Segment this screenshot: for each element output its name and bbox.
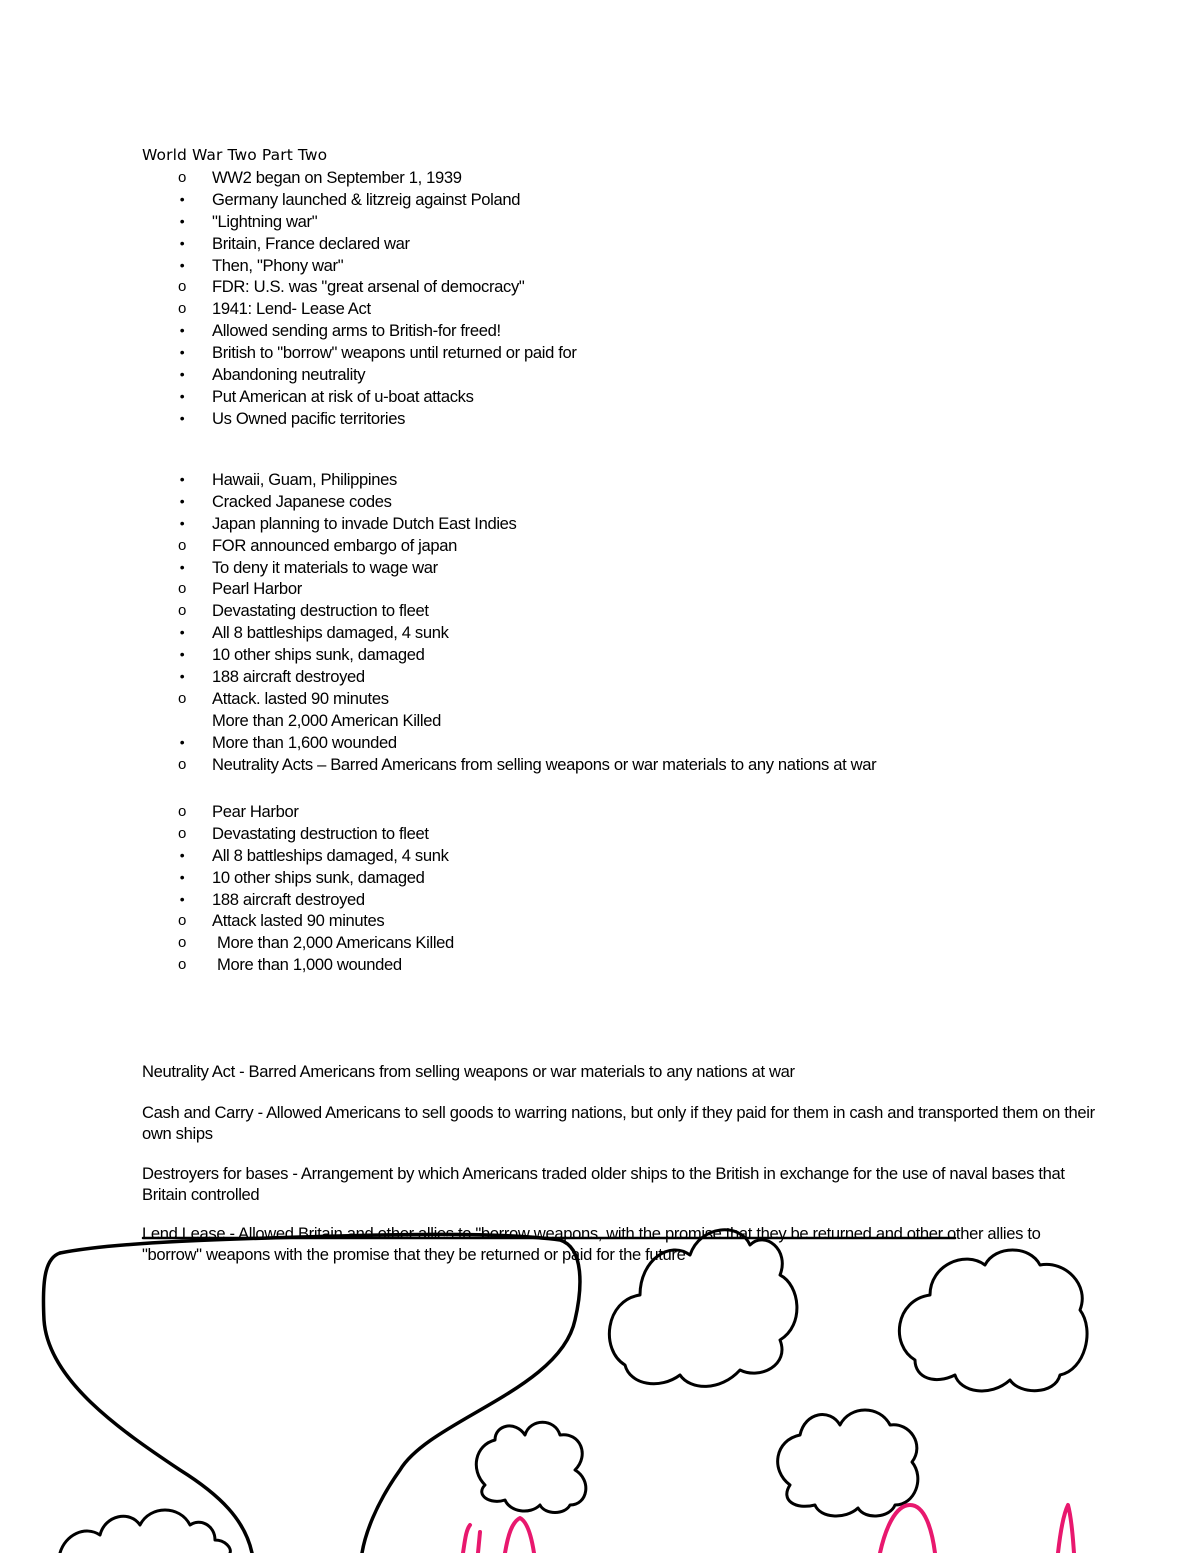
list-item-text: 10 other ships sunk, damaged: [212, 867, 425, 887]
list-item-text: 10 other ships sunk, damaged: [212, 645, 425, 665]
circle-marker: o: [178, 824, 186, 842]
pink-stroke-middle: [505, 1518, 534, 1553]
list-item-text: British to "borrow" weapons until returned or paid for: [212, 343, 577, 363]
cloud-lower-right-drawing: [778, 1410, 918, 1516]
list-item-text: More than 2,000 Americans Killed: [217, 933, 454, 953]
bullet-marker: •: [179, 190, 185, 207]
list-item-text: FOR announced embargo of japan: [212, 535, 458, 555]
circle-marker: o: [178, 536, 186, 554]
bowl-left-side-drawing: [43, 1253, 252, 1553]
list-item-text: Hawaii, Guam, Philippines: [212, 470, 397, 489]
list-item-text: Us Owned pacific territories: [212, 408, 406, 428]
list-item-text: Germany launched & litzreig against Poland: [212, 189, 521, 209]
cloud-middle-drawing: [476, 1422, 586, 1512]
list-item-text: Pearl Harbor: [212, 579, 302, 599]
bullet-marker: •: [179, 624, 185, 641]
pink-stroke-far-right: [1058, 1505, 1074, 1553]
list-item-text: Then, "Phony war": [212, 255, 344, 275]
bullet-marker: •: [179, 212, 185, 229]
list-item-text: Put American at risk of u-boat attacks: [212, 386, 474, 406]
bullet-marker: •: [179, 387, 185, 404]
bullet-marker: •: [179, 256, 185, 273]
bullet-marker: •: [179, 366, 185, 383]
definition-destroyers-for-bases: Destroyers for bases - Arrangement by which Americans traded older ships to the British in exchange for the use of naval bases that Britain controlled: [142, 1164, 1065, 1204]
list-item-text: Cracked Japanese codes: [212, 491, 392, 511]
bowl-outline-drawing: [60, 1234, 580, 1553]
circle-marker: o: [178, 580, 186, 598]
document-title: World War Two Part Two: [142, 146, 328, 164]
bullet-marker: •: [179, 409, 185, 426]
circle-marker: o: [178, 689, 186, 707]
bullet-marker: •: [179, 514, 185, 531]
list-item-text: Devastating destruction to fleet: [212, 823, 429, 843]
list-item-text: More than 1,000 wounded: [217, 955, 402, 975]
list-item-text: Attack lasted 90 minutes: [212, 911, 385, 931]
list-item-text: 1941: Lend- Lease Act: [212, 299, 371, 319]
definition-neutrality-act: Neutrality Act - Barred Americans from selling weapons or war materials to any nations at war: [142, 1062, 795, 1081]
bullet-marker: •: [179, 668, 185, 685]
bullet-marker: •: [179, 492, 185, 509]
list-item-text: WW2 began on September 1, 1939: [212, 168, 462, 187]
list-item-text: More than 2,000 American Killed: [212, 710, 441, 730]
cloud-bottom-left-drawing: [60, 1510, 230, 1553]
circle-marker: o: [178, 956, 186, 974]
bullet-marker: •: [179, 344, 185, 361]
list-item-text: 188 aircraft destroyed: [212, 667, 365, 687]
circle-marker: o: [178, 602, 186, 620]
pink-stroke-left: [463, 1525, 480, 1553]
bullet-marker: •: [179, 733, 185, 750]
cloud-top-right-drawing: [899, 1250, 1087, 1391]
circle-marker: o: [178, 755, 186, 773]
list-item-text: All 8 battleships damaged, 4 sunk: [212, 623, 449, 643]
list-item-text: More than 1,600 wounded: [212, 732, 397, 752]
definition-cash-and-carry: Cash and Carry - Allowed Americans to sell goods to warring nations, but only if they paid for them in cash and transported them on their own ships: [142, 1103, 1095, 1143]
list-item-text: To deny it materials to wage war: [212, 557, 438, 577]
circle-marker: o: [178, 803, 186, 820]
list-item-text: Devastating destruction to fleet: [212, 601, 429, 621]
bullet-marker: •: [179, 846, 185, 863]
circle-marker: o: [178, 169, 186, 186]
list-item-text: FDR: U.S. was "great arsenal of democracy": [212, 277, 525, 297]
list-item-text: Neutrality Acts – Barred Americans from selling weapons or war materials to any nations at war: [212, 754, 877, 774]
bullet-marker: •: [179, 471, 185, 487]
circle-marker: o: [178, 300, 186, 318]
circle-marker: o: [178, 934, 186, 952]
bullet-marker: •: [179, 890, 185, 907]
definition-lend-lease: Lend Lease - Allowed Britain and other allies to "borrow weapons, with the promise that they be returned and other other allies to "borrow" weapons with the promise that they be returned or paid for the future: [142, 1224, 1041, 1264]
list-item-text: Britain, France declared war: [212, 233, 410, 253]
pink-stroke-right: [880, 1505, 935, 1553]
bullet-marker: •: [179, 322, 185, 339]
bullet-marker: •: [179, 234, 185, 251]
bullet-marker: •: [179, 558, 185, 575]
list-item-text: Japan planning to invade Dutch East Indies: [212, 513, 517, 533]
bullet-marker: •: [179, 868, 185, 885]
list-item-text: Attack. lasted 90 minutes: [212, 688, 389, 708]
list-item-text: "Lightning war": [212, 211, 318, 231]
list-item-text: Allowed sending arms to British-for freed!: [212, 321, 501, 341]
list-item-text: 188 aircraft destroyed: [212, 889, 365, 909]
list-item-text: Abandoning neutrality: [212, 365, 366, 385]
circle-marker: o: [178, 278, 186, 296]
list-item-text: Pear Harbor: [212, 802, 299, 821]
list-item-text: All 8 battleships damaged, 4 sunk: [212, 845, 449, 865]
bullet-marker: •: [179, 646, 185, 663]
circle-marker: o: [178, 912, 186, 930]
